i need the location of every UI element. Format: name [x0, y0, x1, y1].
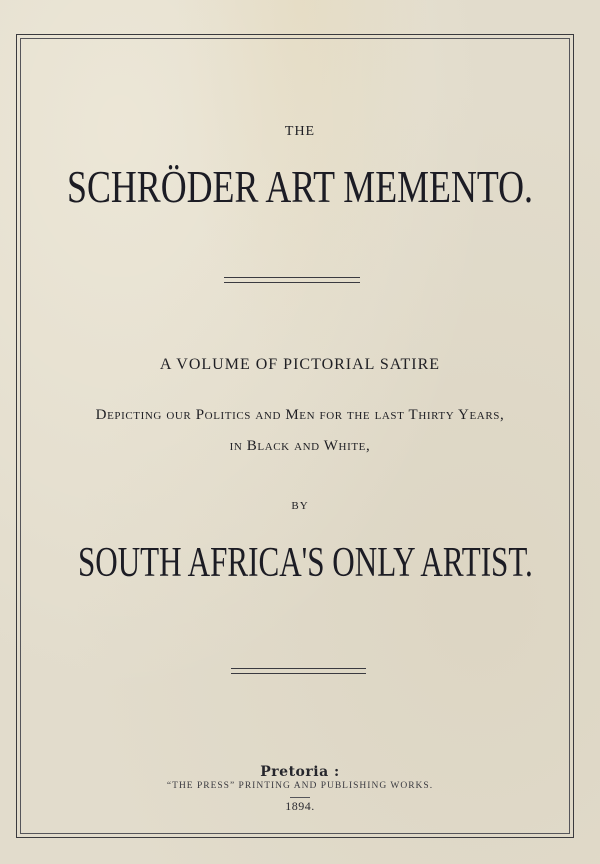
imprint-year: 1894. — [285, 799, 315, 813]
page-border-inner — [20, 38, 570, 834]
imprint-short-rule — [290, 797, 310, 798]
book-subtitle: A VOLUME OF PICTORIAL SATIRE — [159, 356, 441, 373]
double-rule-divider-bottom — [231, 668, 366, 674]
description-line-1: Depicting our Politics and Men for the last Thirty Years, — [95, 407, 505, 423]
imprint-place: Pretoria : — [260, 764, 340, 780]
byline-label: BY — [291, 500, 309, 512]
book-title: SCHRÖDER ART MEMENTO. — [66, 161, 534, 212]
double-rule-divider-top — [224, 277, 360, 283]
description-line-2: in Black and White, — [229, 438, 371, 454]
title-article: THE — [284, 124, 316, 139]
imprint-printer: “THE PRESS” PRINTING AND PUBLISHING WORKS. — [166, 781, 434, 791]
author-name: SOUTH AFRICA'S ONLY ARTIST. — [78, 540, 533, 586]
